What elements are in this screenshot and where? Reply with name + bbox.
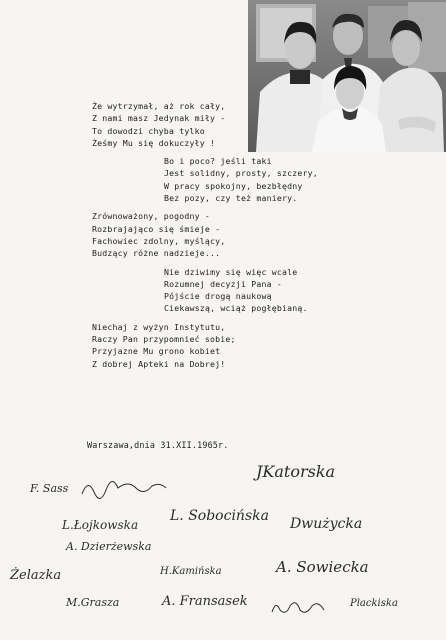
- poem-line: Bo i poco? jeśli taki: [164, 156, 272, 167]
- signature: M.Grasza: [66, 596, 120, 609]
- poem-line: Ciekawszą, wciąż pogłębianą.: [164, 303, 308, 314]
- poem-line: Bez pozy, czy też maniery.: [164, 193, 298, 204]
- poem-line: Rozbrajająco się śmieje -: [92, 223, 221, 234]
- signature-scribble: [268, 596, 328, 620]
- poem-line: Zrównoważony, pogodny -: [92, 211, 210, 222]
- signature: L. Sobocińska: [170, 508, 269, 524]
- poem-stanza: [92, 321, 392, 370]
- poem-line: Z dobrej Apteki na Dobrej!: [92, 358, 226, 369]
- poem-line: Nie dziwimy się więc wcale: [164, 266, 298, 277]
- poem-line: To dowodzi chyba tylko: [92, 125, 205, 136]
- poem-line: Rozumnej decyzji Pana -: [164, 278, 282, 289]
- poem-line: W pracy spokojny, bezbłędny: [164, 180, 303, 191]
- poem-line: Że wytrzymał, aż rok cały,: [92, 101, 226, 111]
- poem-line: Pójście drogą naukową: [164, 291, 272, 302]
- signature-scribble: [78, 476, 168, 500]
- signature: F. Sass: [30, 482, 69, 495]
- poem-line: Niechaj z wyżyn Instytutu,: [92, 321, 226, 332]
- poem-line: Z nami masz Jedynak miły -: [92, 113, 226, 124]
- poem-line: Raczy Pan przypomnieć sobie;: [92, 334, 236, 345]
- poem-text: [92, 100, 392, 376]
- signature: A. Dzierżewska: [66, 540, 152, 553]
- signature: H.Kamińska: [160, 566, 222, 577]
- date-line: Warszawa,dnia 31.XII.1965r.: [87, 440, 229, 450]
- signature: Żelazka: [10, 568, 62, 583]
- poem-stanza: [92, 155, 392, 204]
- poem-line: Przyjazne Mu grono kobiet: [92, 346, 221, 357]
- poem-line: Jest solidny, prosty, szczery,: [164, 168, 318, 179]
- poem-line: Budzący różne nadzieje...: [92, 248, 221, 259]
- signature: JKatorska: [256, 462, 336, 481]
- signature: Plackiska: [350, 598, 398, 609]
- signature: A. Sowiecka: [276, 558, 369, 576]
- signature: L.Łojkowska: [62, 518, 139, 532]
- signature: Dwużycka: [290, 516, 363, 532]
- signatures-area: [0, 420, 446, 640]
- poem-line: Fachowiec zdolny, myślący,: [92, 235, 226, 246]
- poem-stanza: [92, 100, 392, 149]
- poem-line: Żeśmy Mu się dokuczyły !: [92, 137, 216, 148]
- poem-stanza: [92, 266, 392, 315]
- poem-stanza: [92, 210, 392, 259]
- signature: A. Fransasek: [162, 594, 248, 609]
